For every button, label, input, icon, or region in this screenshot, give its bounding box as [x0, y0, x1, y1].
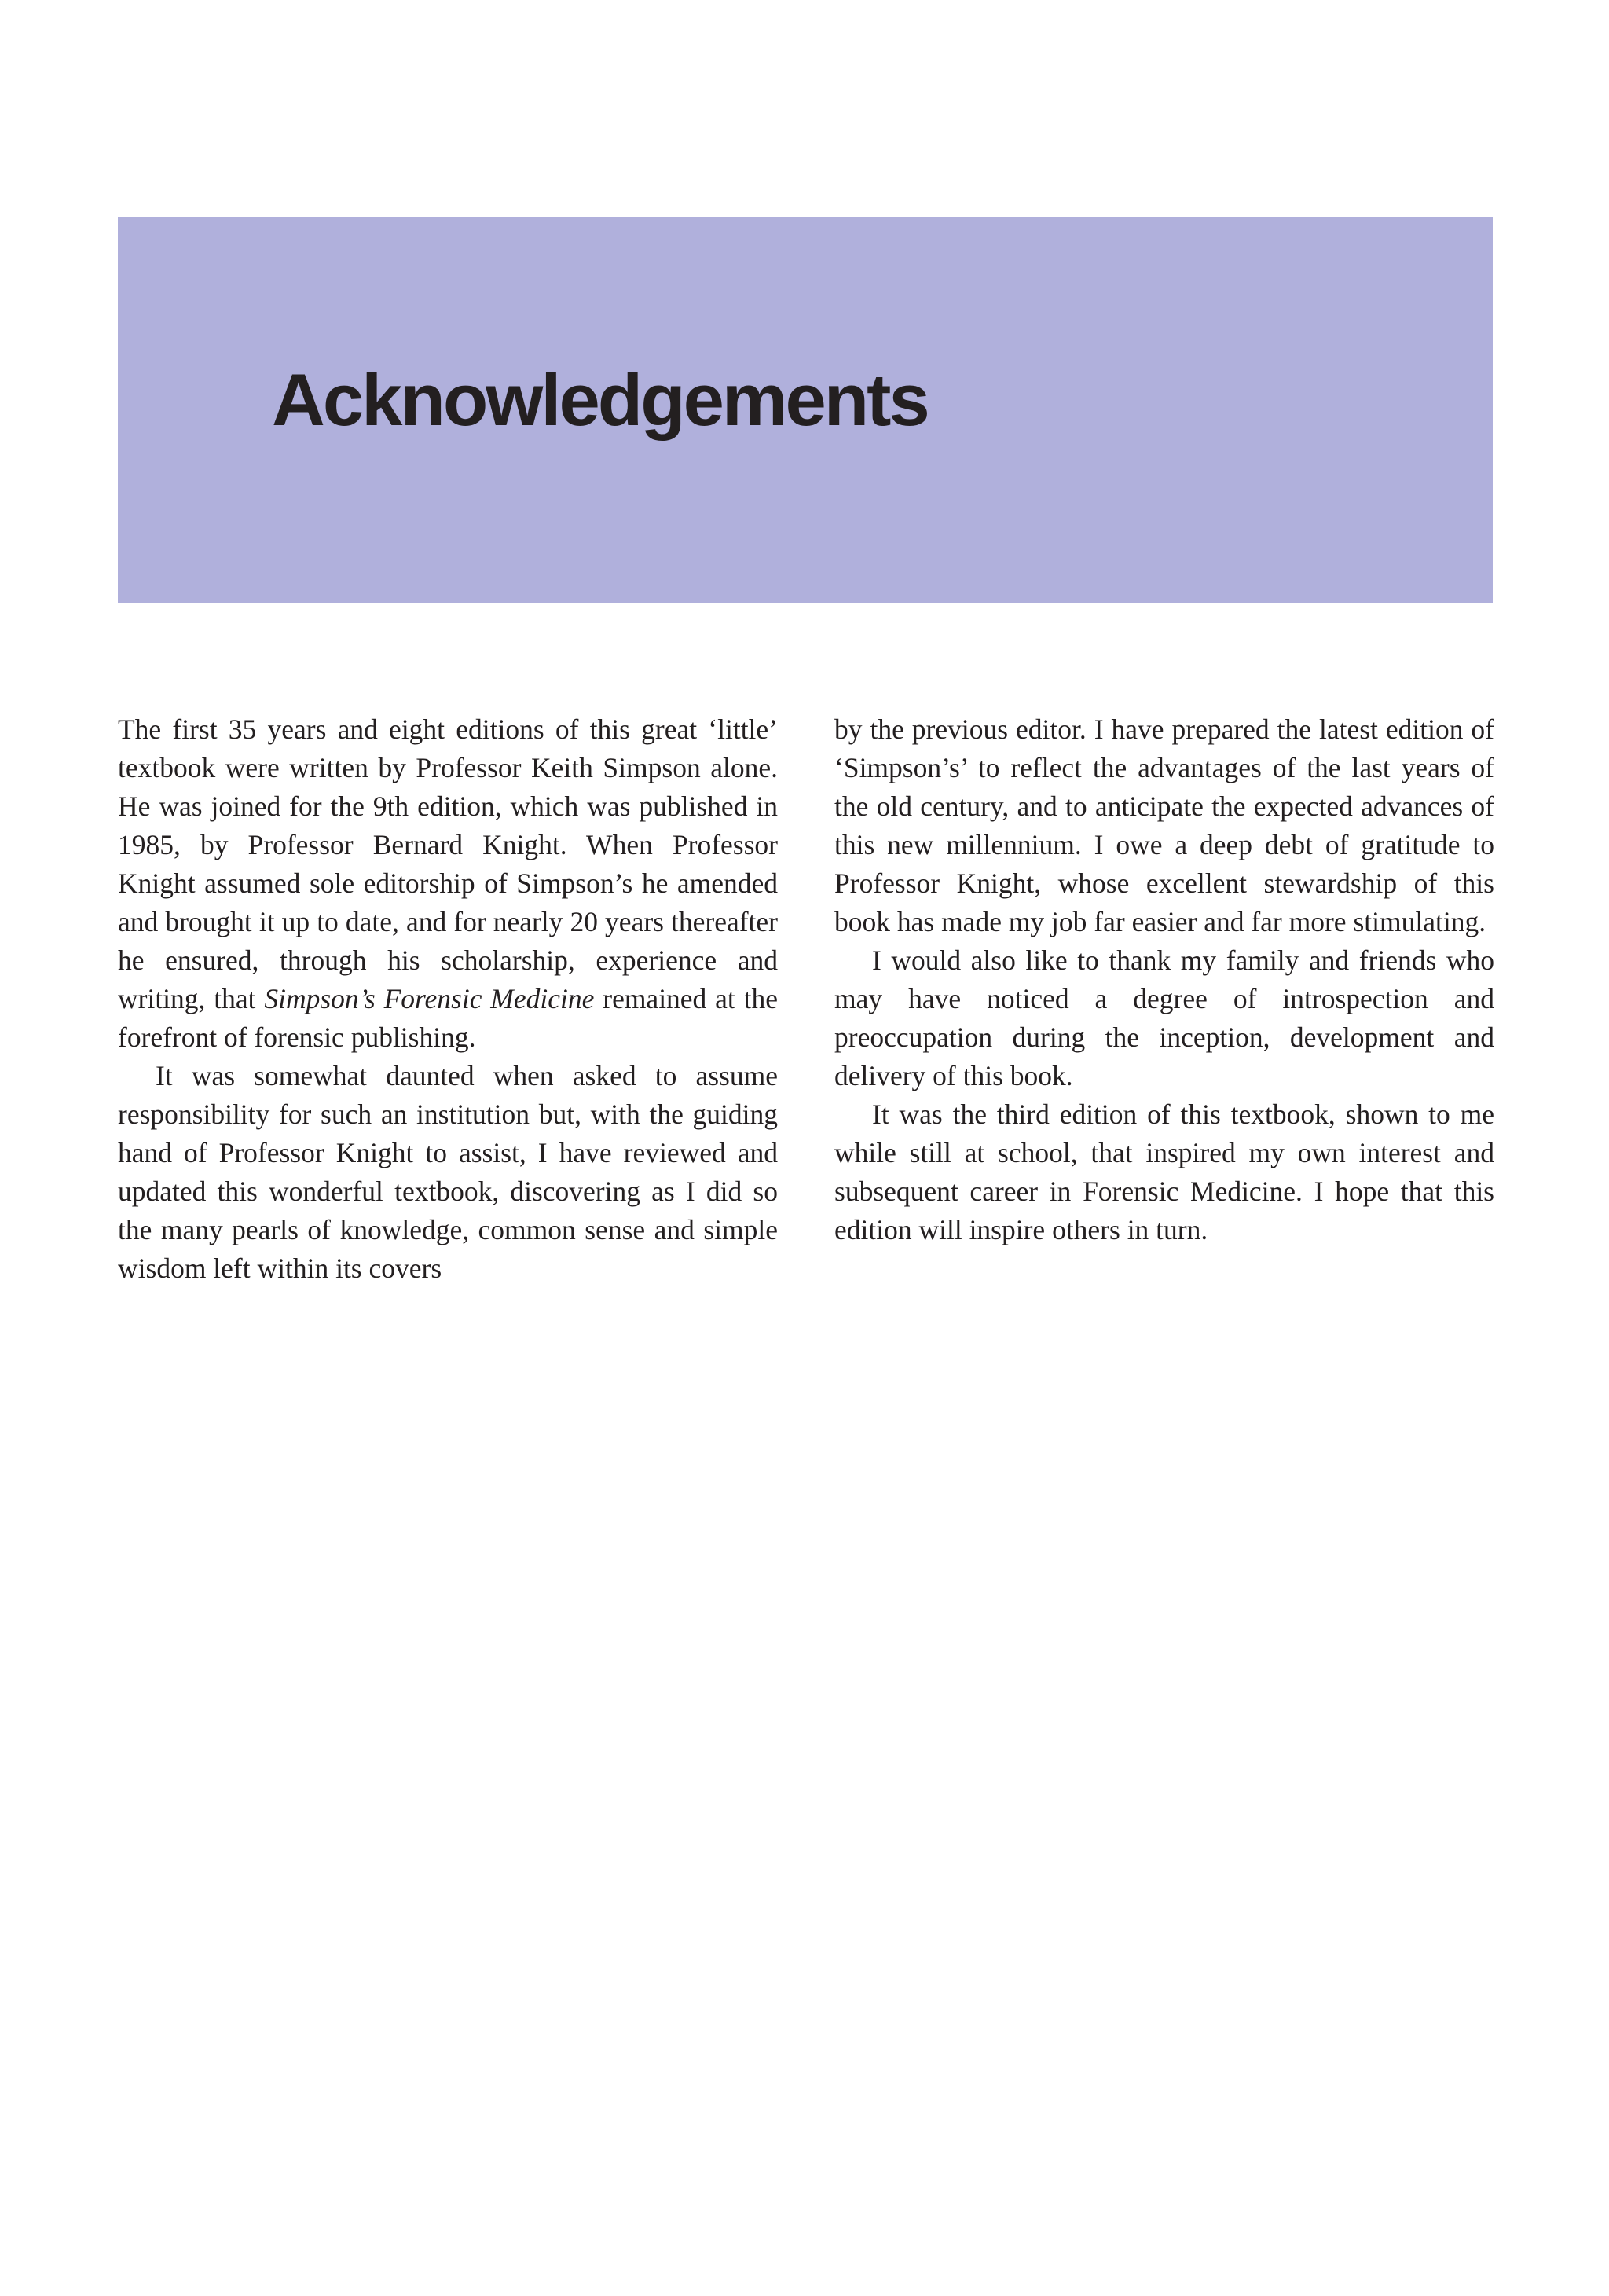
paragraph-1 [118, 710, 778, 1057]
paragraph-1-text: The first 35 years and eight editions of this great ‘little’ textbook were written by Professor Keith Simpson alone. He was joined for the 9th edition, which was published in 1985, by Professor Bernard Knight. When Professor Knight assumed sole editorship of Simpson’s he amended and brought it up to date, and for nearly 20 years thereafter he ensured, through his scholarship, experience and writing, that [118, 713, 778, 1014]
paragraph-5: It was the third edition of this textbook, shown to me while still at school, that inspired my own interest and subsequent career in Forensic Medicine. I hope that this edition will inspire others in turn. [834, 1098, 1494, 1245]
paragraph-2: It was somewhat daunted when asked to assume responsibility for such an institution but, with the guiding hand of Professor Knight to assist, I have reviewed and updated this wonderful textbook, discovering as I did so the many pearls of knowledge, common sense and simple wisdom left within its covers [118, 1060, 778, 1284]
paragraph-3: by the previous editor. I have prepared the latest edition of ‘Simpson’s’ to reflect the advantages of the last years of the old century, and to anticipate the expected advances of this new millennium. I owe a deep debt of gratitude to Professor Knight, whose excellent stewardship of this book has made my job far easier and far more stimulating. [834, 713, 1494, 937]
left-column [118, 710, 778, 1288]
paragraph-4: I would also like to thank my family and friends who may have noticed a degree of introspection and preoccupation during the inception, development and delivery of this book. [834, 944, 1494, 1091]
header-band [118, 217, 1493, 603]
book-title-italic: Simpson’s Forensic Medicine [264, 983, 595, 1014]
right-column [834, 710, 1494, 1249]
page-title: Acknowledgements [272, 358, 928, 441]
paragraph-1-text-end: remained at the forefront of forensic publishing. [118, 983, 778, 1053]
